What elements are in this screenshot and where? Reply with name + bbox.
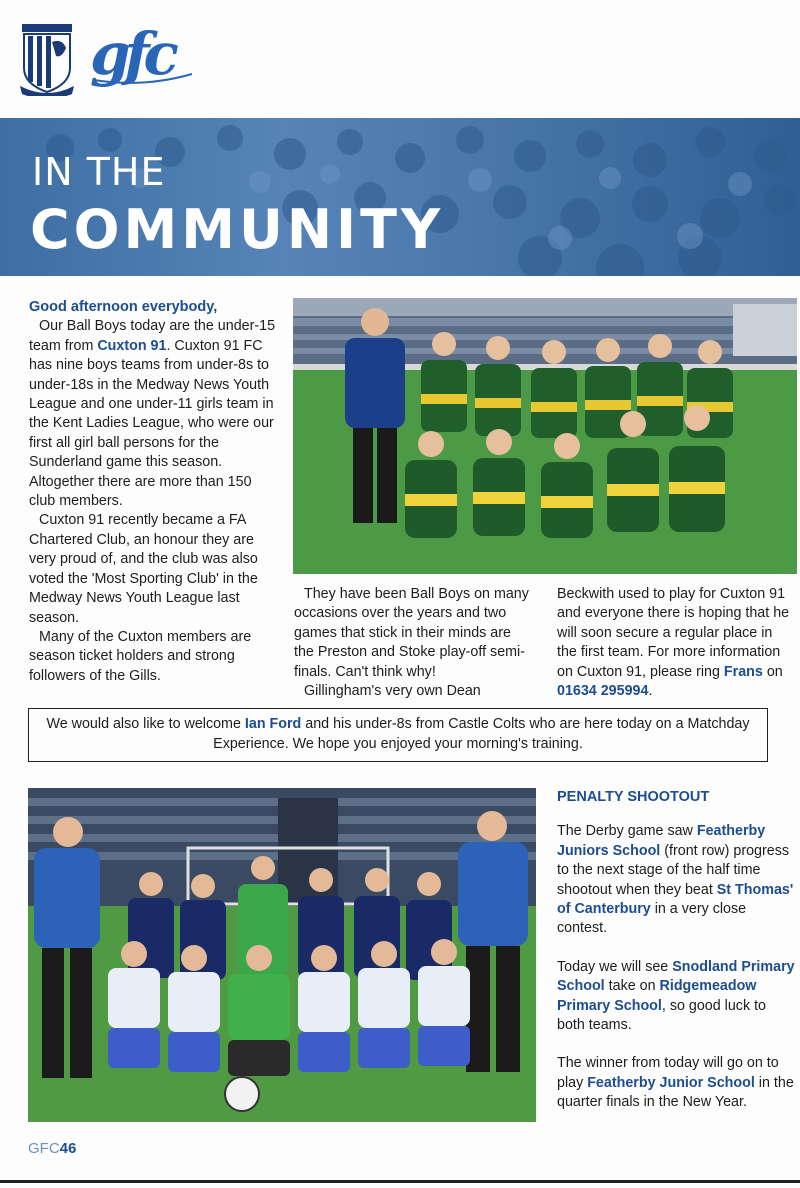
article-paragraph: Cuxton 91 recently became a FA Chartered Club, an honour they are very proud of, and the club was also voted the 'Most Sporting Club' in the Medway News Youth League last season. bbox=[29, 512, 258, 626]
cuxton-team-photo bbox=[293, 298, 797, 574]
phone-number: 01634 295994 bbox=[557, 683, 649, 700]
article-paragraph bbox=[557, 1054, 797, 1112]
text-span: Beckwith used to play for Cuxton 91 and everyone there is hoping that he will soon secure a regular place in the first team. For more information on Cuxton 91, please ring bbox=[557, 586, 790, 680]
article-column-3 bbox=[557, 585, 795, 701]
article-paragraph: They have been Ball Boys on many occasions over the years and two games that stick in their minds are the Preston and Stoke play-off semi-finals. Can't think why! bbox=[294, 586, 529, 680]
bottom-divider bbox=[0, 1180, 800, 1183]
text-span: . bbox=[648, 683, 653, 700]
banner-title-line2: COMMUNITY bbox=[30, 198, 445, 261]
school-name: Ridgemeadow Primary School bbox=[557, 978, 757, 1014]
greeting-heading: Good afternoon everybody, bbox=[29, 299, 218, 315]
article-paragraph bbox=[29, 317, 277, 511]
welcome-notice-box bbox=[28, 708, 768, 762]
penalty-shootout-heading: PENALTY SHOOTOUT bbox=[557, 789, 710, 805]
gfc-logo bbox=[88, 22, 198, 94]
text-span: . Cuxton 91 FC has nine boys teams from under-8s to under-18s in the Medway News Youth League and one under-11 girls team in the Kent Ladies League, who were our first all girl ball persons for the Sunderland game this season. Altogether there are more than 150 club members. bbox=[29, 337, 274, 510]
school-name: Featherby Juniors School bbox=[557, 823, 766, 859]
school-name: Snodland Primary School bbox=[557, 958, 795, 995]
article-paragraph: Many of the Cuxton members are season ticket holders and strong followers of the Gills. bbox=[29, 628, 252, 684]
article-column-1 bbox=[29, 298, 277, 686]
banner-title-line1: IN THE bbox=[32, 150, 166, 194]
article-column-2 bbox=[294, 585, 534, 701]
text-span: in the quarter finals in the New Year. bbox=[557, 1074, 794, 1111]
article-paragraph bbox=[557, 822, 797, 938]
footer-prefix: GFC bbox=[28, 1140, 60, 1157]
text-span: , so good luck to both teams. bbox=[557, 997, 767, 1034]
text-span: The winner from today will go on to play bbox=[557, 1055, 779, 1091]
text-span: in a very close contest. bbox=[557, 901, 747, 937]
shootout-team-photo bbox=[28, 788, 536, 1122]
text-span: on bbox=[762, 663, 783, 680]
text-span: Our Ball Boys today are the under-15 team from bbox=[29, 318, 276, 354]
coach-name: Ian Ford bbox=[244, 716, 302, 732]
text-span: Today we will see bbox=[557, 958, 673, 975]
page-number-footer bbox=[28, 1140, 76, 1157]
penalty-shootout-column bbox=[557, 788, 797, 1113]
school-name: Featherby Junior School bbox=[587, 1074, 755, 1091]
text-span: and his under-8s from Castle Colts who are here today on a Matchday Experience. We hope you enjoyed your morning's training. bbox=[213, 716, 750, 752]
club-crest-logo bbox=[18, 22, 76, 96]
text-span: take on bbox=[604, 978, 660, 995]
text-span: We would also like to welcome bbox=[46, 716, 245, 732]
team-name: Cuxton 91 bbox=[97, 337, 167, 354]
article-paragraph: Gillingham's very own Dean bbox=[304, 683, 481, 700]
school-name: St Thomas' of Canterbury bbox=[557, 881, 794, 918]
article-paragraph bbox=[557, 585, 795, 701]
text-span: (front row) progress to the next stage of the half time shootout when they beat bbox=[557, 842, 789, 898]
contact-name: Frans bbox=[723, 663, 763, 680]
article-paragraph bbox=[557, 958, 797, 1036]
page-number: 46 bbox=[59, 1140, 77, 1157]
svg-text:gfc: gfc bbox=[90, 22, 173, 88]
text-span: The Derby game saw bbox=[557, 823, 697, 840]
